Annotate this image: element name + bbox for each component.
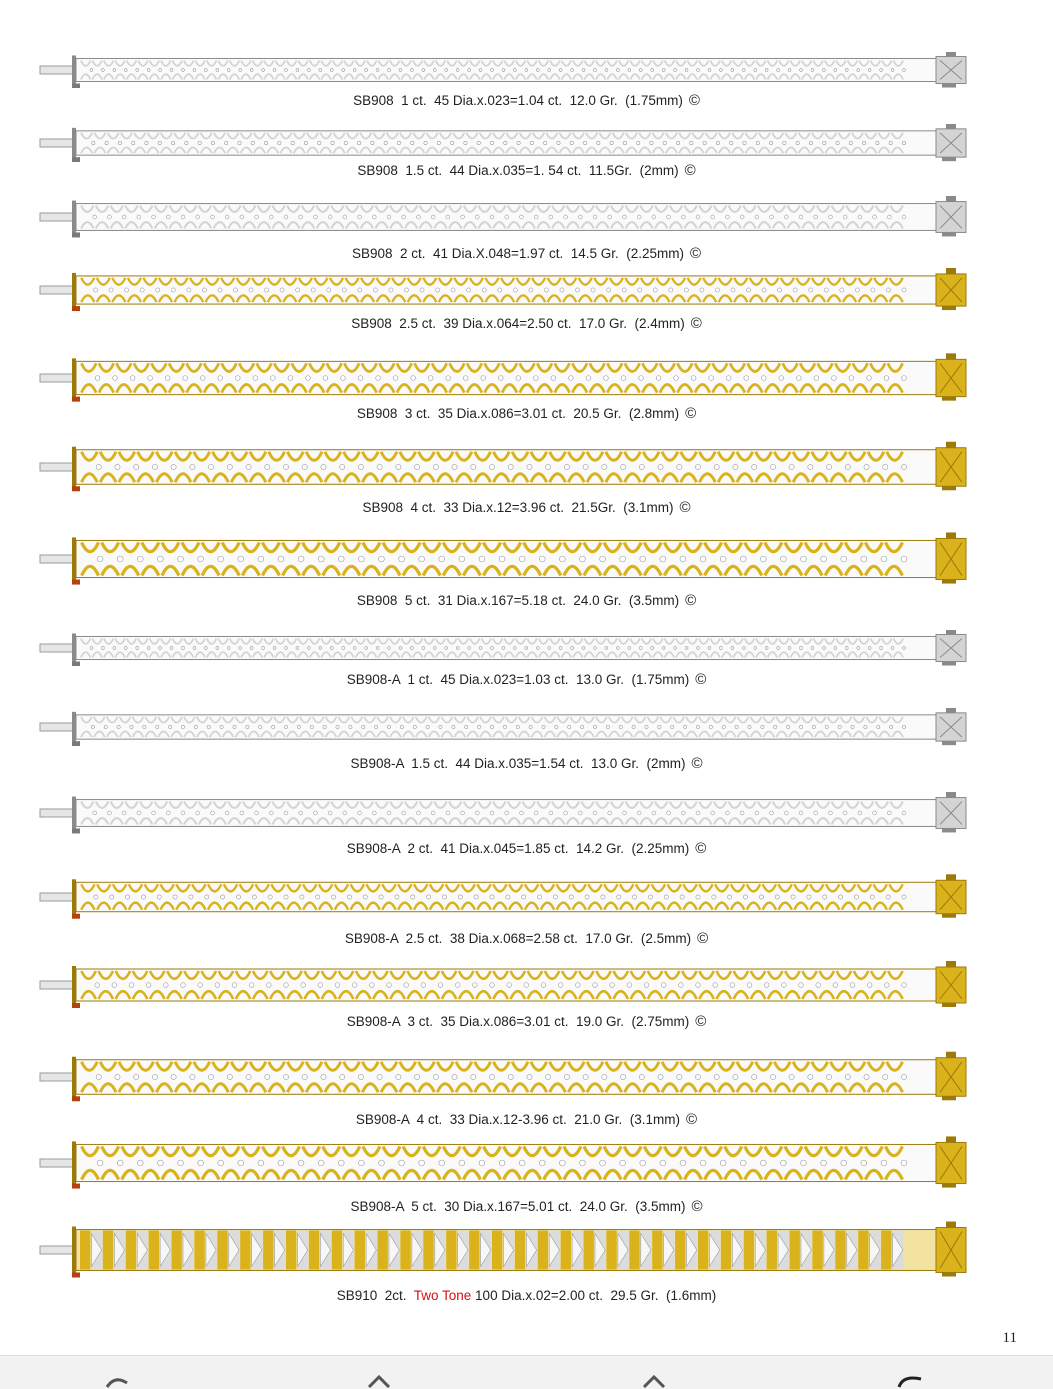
bracelet-image: [38, 1050, 978, 1104]
bracelet-image: [38, 530, 978, 588]
caption-text: SB908-A 4 ct. 33 Dia.x.12-3.96 ct. 21.0 Gr. (3.1mm): [355, 1112, 681, 1127]
bracelet-image: [38, 960, 978, 1010]
bracelet-image: [38, 792, 978, 834]
copyright-icon: ©: [697, 930, 709, 947]
bracelet-image: [38, 52, 978, 88]
strip-thumbnail-icon: [365, 1375, 395, 1388]
bracelet-image: [38, 268, 978, 312]
bracelet-image: [38, 1134, 978, 1192]
copyright-icon: ©: [679, 499, 691, 516]
bracelet-image: [38, 630, 978, 666]
two-tone-label: Two Tone: [413, 1288, 472, 1303]
copyright-icon: ©: [688, 92, 700, 109]
product-caption: [0, 405, 1053, 422]
product-caption: [0, 930, 1053, 947]
strip-thumbnail-icon: [895, 1375, 925, 1388]
page-number: 11: [1002, 1330, 1017, 1346]
product-caption: [0, 92, 1053, 109]
product-caption: [0, 315, 1053, 332]
product-caption: [0, 162, 1053, 179]
strip-thumbnail-icon: [640, 1375, 670, 1388]
caption-text: SB908 2 ct. 41 Dia.X.048=1.97 ct. 14.5 Gr. (2.25mm): [351, 246, 684, 261]
caption-text: SB908 5 ct. 31 Dia.x.167=5.18 ct. 24.0 Gr. (3.5mm): [356, 593, 680, 608]
copyright-icon: ©: [691, 755, 703, 772]
product-caption: [0, 755, 1053, 772]
caption-text: SB908-A 3 ct. 35 Dia.x.086=3.01 ct. 19.0 Gr. (2.75mm): [346, 1014, 690, 1029]
product-caption: [0, 1111, 1053, 1128]
product-caption: [0, 840, 1053, 857]
bracelet-image: [38, 708, 978, 746]
copyright-icon: ©: [685, 592, 697, 609]
product-caption: [0, 592, 1053, 609]
bracelet-image: [38, 440, 978, 494]
product-caption: [0, 671, 1053, 688]
product-caption: [0, 499, 1053, 516]
product-caption: [0, 1013, 1053, 1030]
copyright-icon: ©: [695, 1013, 707, 1030]
bracelet-image: [38, 1218, 978, 1282]
copyright-icon: ©: [695, 840, 707, 857]
caption-text: SB908-A 2 ct. 41 Dia.x.045=1.85 ct. 14.2 Gr. (2.25mm): [346, 841, 690, 856]
copyright-icon: ©: [695, 671, 707, 688]
caption-text: SB908-A 1.5 ct. 44 Dia.x.035=1.54 ct. 13.0 Gr. (2mm): [350, 756, 686, 771]
caption-text: SB908 3 ct. 35 Dia.x.086=3.01 ct. 20.5 Gr. (2.8mm): [356, 406, 680, 421]
product-caption: [0, 245, 1053, 262]
copyright-icon: ©: [684, 162, 696, 179]
caption-text: SB908 1.5 ct. 44 Dia.x.035=1. 54 ct. 11.5Gr. (2mm): [357, 163, 679, 178]
caption-text: SB908 4 ct. 33 Dia.x.12=3.96 ct. 21.5Gr. (3.1mm): [362, 500, 674, 515]
copyright-icon: ©: [690, 245, 702, 262]
bracelet-image: [38, 124, 978, 162]
caption-text: SB908-A 5 ct. 30 Dia.x.167=5.01 ct. 24.0 Gr. (3.5mm): [350, 1199, 686, 1214]
caption-text: SB908 1 ct. 45 Dia.x.023=1.04 ct. 12.0 Gr. (1.75mm): [353, 93, 683, 108]
caption-text: SB908-A 1 ct. 45 Dia.x.023=1.03 ct. 13.0 Gr. (1.75mm): [346, 672, 690, 687]
caption-text: SB910 2ct.: [336, 1288, 414, 1303]
strip-thumbnail-icon: [105, 1375, 135, 1388]
product-caption: [0, 1288, 1053, 1303]
caption-text: 100 Dia.x.02=2.00 ct. 29.5 Gr. (1.6mm): [471, 1288, 717, 1303]
caption-text: SB908 2.5 ct. 39 Dia.x.064=2.50 ct. 17.0 Gr. (2.4mm): [351, 316, 685, 331]
product-caption: [0, 1198, 1053, 1215]
copyright-icon: ©: [691, 1198, 703, 1215]
bracelet-image: [38, 196, 978, 238]
copyright-icon: ©: [686, 1111, 698, 1128]
caption-text: SB908-A 2.5 ct. 38 Dia.x.068=2.58 ct. 17.0 Gr. (2.5mm): [344, 931, 692, 946]
bracelet-image: [38, 874, 978, 920]
copyright-icon: ©: [690, 315, 702, 332]
bracelet-image: [38, 352, 978, 404]
copyright-icon: ©: [685, 405, 697, 422]
